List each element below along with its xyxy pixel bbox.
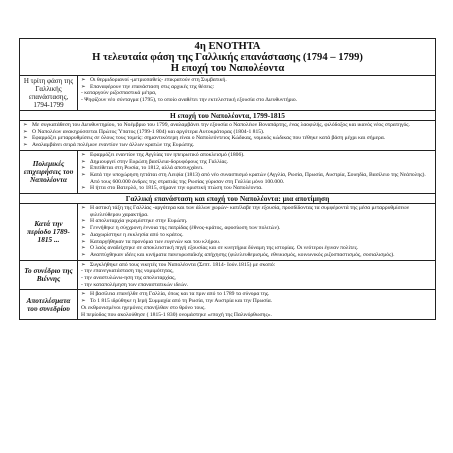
- list-item: ➢ Γεννήθηκε η σύγχρονη έννοια της πατρίδας (έθνος-κράτος, αφοσίωση των πολιτών).: [81, 225, 432, 232]
- document-header: [20, 39, 435, 76]
- list-item: ➢ Καταργήθηκαν τα προνόμια των ευγενών και του κλήρου.: [81, 239, 432, 246]
- list-item: ➢ Κατά την υποχώρηση ηττάται στη Λειψία (1813) από νέο συνασπισμό κρατών (Αγγλία, Ρωσία, Πρωσία, Αυστρία, Σουηδία, Βασίλειο της Νεάπολης). Από τους 600.000 άνδρες της στρατιάς της Ρωσίας γύρισαν στη Γαλλία μόνο 100.000.: [81, 172, 432, 185]
- list-item: ➢ Επιτίθεται στη Ρωσία, το 1812, αλλά αποτυγχάνει.: [81, 165, 432, 172]
- list-item: ➢ Η βασίλεια επανήλθε στη Γαλλία, όπως και τα πριν από το 1789 τα σύνορα της.: [81, 291, 432, 298]
- list-item: ➢ Με συγκατάθεση του Διευθυντηρίου, το Νοέμβριο του 1799, αναλαμβάνει την εξουσία ο Ναπολέων Βοναπάρτης, ένας λαοφιλής, φιλόδοξος και ικανός νέος στρατηγός.: [23, 122, 432, 129]
- list-item: ➢ Διαχωρίστηκε η εκκλησία από το κράτος.: [81, 232, 432, 239]
- list-item: ➢ Το 1 815 ιδρύθηκε η Ιερή Συμμαχία από τη Ρωσία, την Αυστρία και την Πρωσία.: [81, 298, 432, 305]
- wars-text: [78, 151, 435, 193]
- napoleon-era-heading: Η εποχή του Ναπολέοντα, 1799-1815: [20, 111, 435, 121]
- list-item: ➢ Η ήττα στο Βατερλό, το 1815, σήμανε την οριστική πτώση του Ναπολέοντα.: [81, 185, 432, 192]
- napoleon-era-text: [20, 121, 435, 151]
- list-item: ➢ Εφαρμόζει εναντίον της Αγγλίας τον ηπειρωτικό αποκλεισμό (1806).: [81, 152, 432, 159]
- list-item: ➢ Η απολυταρχία γκρεμίστηκε στην Ευρώπη.: [81, 218, 432, 225]
- list-item: ➢ Αναπτύχθηκαν ιδέες και κινήματα πανευρωπαϊκής απήχησης (φιλελευθερισμός, εθνικισμός, κοινωνικός ριζοσπαστισμός, σοσιαλισμός).: [81, 252, 432, 259]
- list-item: - Ψηφίζουν νέο σύνταγμα (1795), το οποίο αναθέτει την εκτελεστική εξουσία στο Διευθυντήριο.: [81, 97, 298, 104]
- list-item: ➢ Ο Ναπολέων ανακηρύσσεται Πρώτος Ύπατος (1799-1 804) και αργότερα Αυτοκράτορας (1804-1 815).: [23, 129, 432, 136]
- results-label: Αποτελέσματα του συνεδρίου: [20, 290, 78, 319]
- list-item: - την αναστυλώνω-ηση της απολυταρχίας,: [81, 275, 176, 282]
- list-item: ➢ Αναλαμβάνει σειρά πολέμων εναντίον των άλλων κρατών της Ευρώπης.: [23, 142, 432, 149]
- wars-label: Πολεμικές επιχειρήσεις του Ναπολέοντα: [20, 151, 78, 193]
- list-item: ➢ Ο λαός αναδείχτηκε σε αποκλειστική πηγή εξουσίας και σε κινητήρια δύναμη της ιστορίας. Οι νεότεροι έγιναν πολίτες.: [81, 245, 432, 252]
- third-phase-label: Η τρίτη φάση της Γαλλικής επανάστασης, 1794-1799: [20, 76, 78, 110]
- document-title: Η τελευταία φάση της Γαλλικής επανάστασης (1794 – 1799): [92, 52, 363, 63]
- list-item: ➢ Συγκλήθηκε από τους νικητές του Ναπολέοντα (Σεπτ. 1814- Ιούν.1815) με σκοπό:: [81, 262, 432, 269]
- list-item: - την καταπολέμηση των επαναστατικών ιδεών.: [81, 281, 189, 288]
- list-item: ➢ Δημιουργεί στην Ευρώπη βασίλεια-δορυφόρους της Γαλλίας.: [81, 159, 432, 166]
- legacy-label: Κατά την περίοδο 1789-1815 ...: [20, 204, 78, 260]
- list-item: Οι εκθρονισμένοι ηγεμόνες επανήλθαν στο θρόνο τους.: [81, 304, 206, 311]
- results-row: [20, 290, 435, 319]
- vienna-row: [20, 261, 435, 291]
- unit-title: 4η ΕΝΟΤΗΤΑ: [194, 41, 261, 52]
- list-item: ➢ Εφαρμόζει μεταρρυθμίσεις σε όλους τους τομείς: σημαντικότερη είναι ο Ναπολεόντειος Κώδικας, νομικός κώδικας που τέθηκε κατά βάση μέχρι και σήμερα.: [23, 135, 432, 142]
- summary-sheet: [19, 38, 436, 320]
- list-item: ➢ Επαναφέρουν την επανάσταση στις αρχικές της θέσεις:: [81, 84, 432, 91]
- list-item: Η περίοδος που ακολούθησε ( 1815-1 830) ονομάστηκε «εποχή της Παλινόρθωσης».: [81, 311, 272, 318]
- legacy-heading: Γαλλική επανάσταση και εποχή του Ναπολέοντα: μια αποτίμηση: [20, 194, 435, 204]
- legacy-row: [20, 204, 435, 261]
- vienna-text: [78, 261, 435, 290]
- document-subtitle: Η εποχή του Ναπολέοντα: [170, 63, 285, 74]
- third-phase-text: [78, 76, 435, 110]
- list-item: ➢ Η αστική τάξη της Γαλλίας -αργότερα και των άλλων χωρών- κατέλαβε την εξουσία, προσδίδοντας τα συμφέροντά της μέσα μεταρρυθμίσεων φιλελεύθερου χαρακτήρα.: [81, 205, 432, 218]
- list-item: - καταργούν ριζοσπαστικά μέτρα,: [81, 90, 157, 97]
- third-phase-row: [20, 76, 435, 111]
- vienna-label: Το συνέδριο της Βιέννης: [20, 261, 78, 290]
- list-item: ➢ Οι θερμιδοριανοί -μετριοπαθείς- επικρατούν στη Συμβατική.: [81, 77, 432, 84]
- list-item: - την επανεγκατάσταση της νομιμότητας,: [81, 268, 174, 275]
- wars-row: [20, 151, 435, 194]
- results-text: [78, 290, 435, 319]
- legacy-text: [78, 204, 435, 260]
